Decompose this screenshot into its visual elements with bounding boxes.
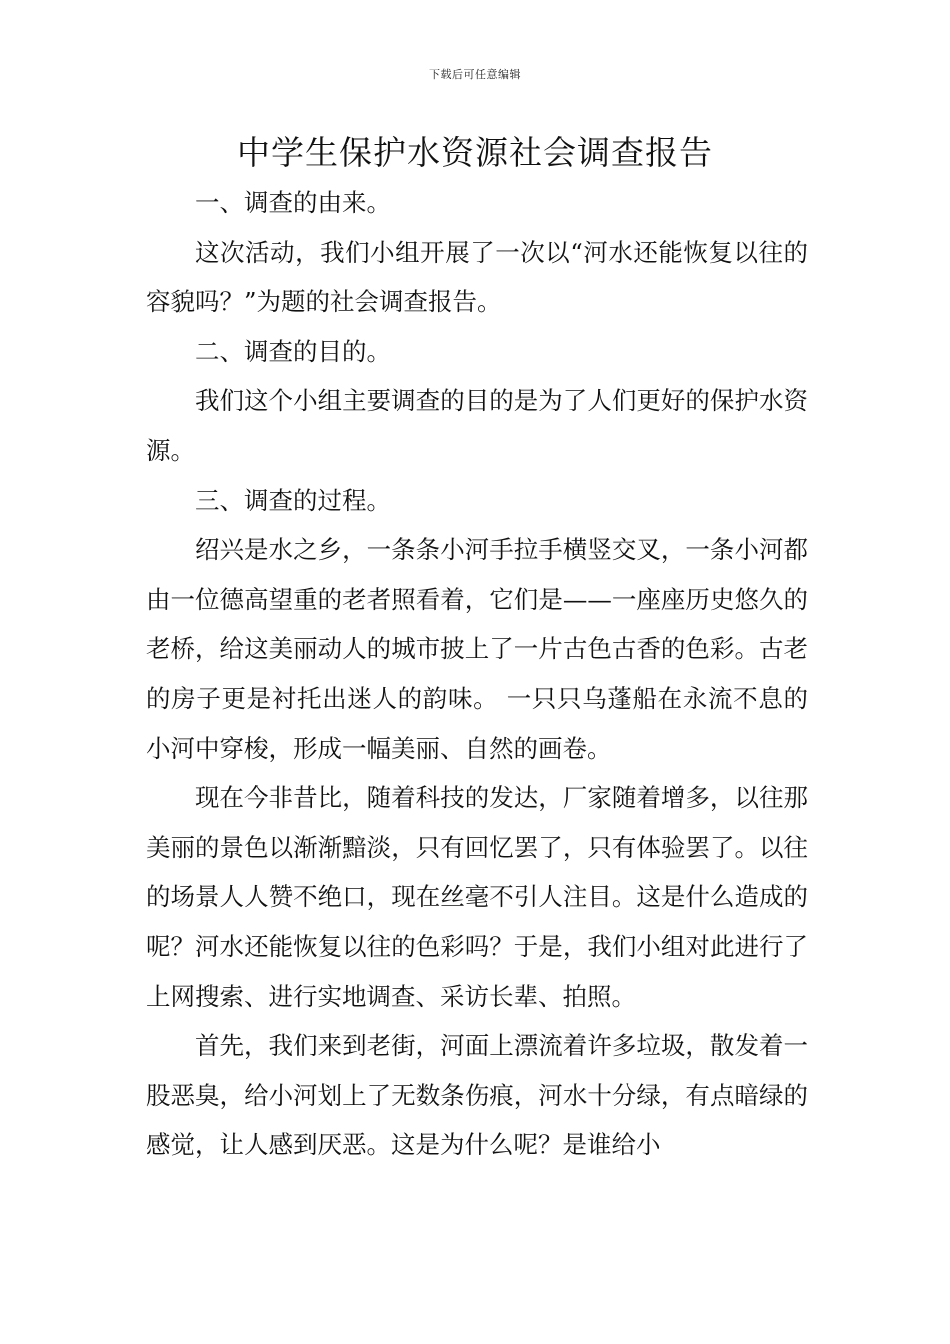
document-body: [146, 178, 808, 1170]
paragraph-present: 现在今非昔比，随着科技的发达，厂家随着增多，以往那美丽的景色以渐渐黯淡，只有回忆罢了，只有体验罢了。以往的场景人人赞不绝口，现在丝毫不引人注目。这是什么造成的呢？河水还能恢复以往的色彩吗？于是，我们小组对此进行了上网搜索、进行实地调查、采访长辈、拍照。: [146, 783, 808, 1011]
page-title: 中学生保护水资源社会调查报告: [237, 133, 713, 172]
header-note: 下载后可任意编辑: [429, 68, 521, 81]
section-heading-purpose: 二、调查的目的。: [195, 336, 391, 366]
paragraph-activity: 这次活动，我们小组开展了一次以“河水还能恢复以往的容貌吗？”为题的社会调查报告。: [146, 237, 808, 317]
paragraph-old-street: 首先，我们来到老街，河面上漂流着许多垃圾，散发着一股恶臭，给小河划上了无数条伤痕，河水十分绿，有点暗绿的感觉，让人感到厌恶。这是为什么呢？是谁给小: [146, 1031, 808, 1160]
section-heading-process: 三、调查的过程。: [195, 485, 391, 515]
paragraph-shaoxing: 绍兴是水之乡，一条条小河手拉手横竖交叉，一条小河都由一位德高望重的老者照看着，它们是——一座座历史悠久的老桥，给这美丽动人的城市披上了一片古色古香的色彩。古老的房子更是衬托出迷人的韵味。 一只只乌蓬船在永流不息的小河中穿梭，形成一幅美丽、自然的画卷。: [146, 535, 808, 763]
section-heading-origin: 一、调查的由来。: [195, 188, 391, 217]
paragraph-purpose: 我们这个小组主要调查的目的是为了人们更好的保护水资源。: [146, 386, 808, 465]
